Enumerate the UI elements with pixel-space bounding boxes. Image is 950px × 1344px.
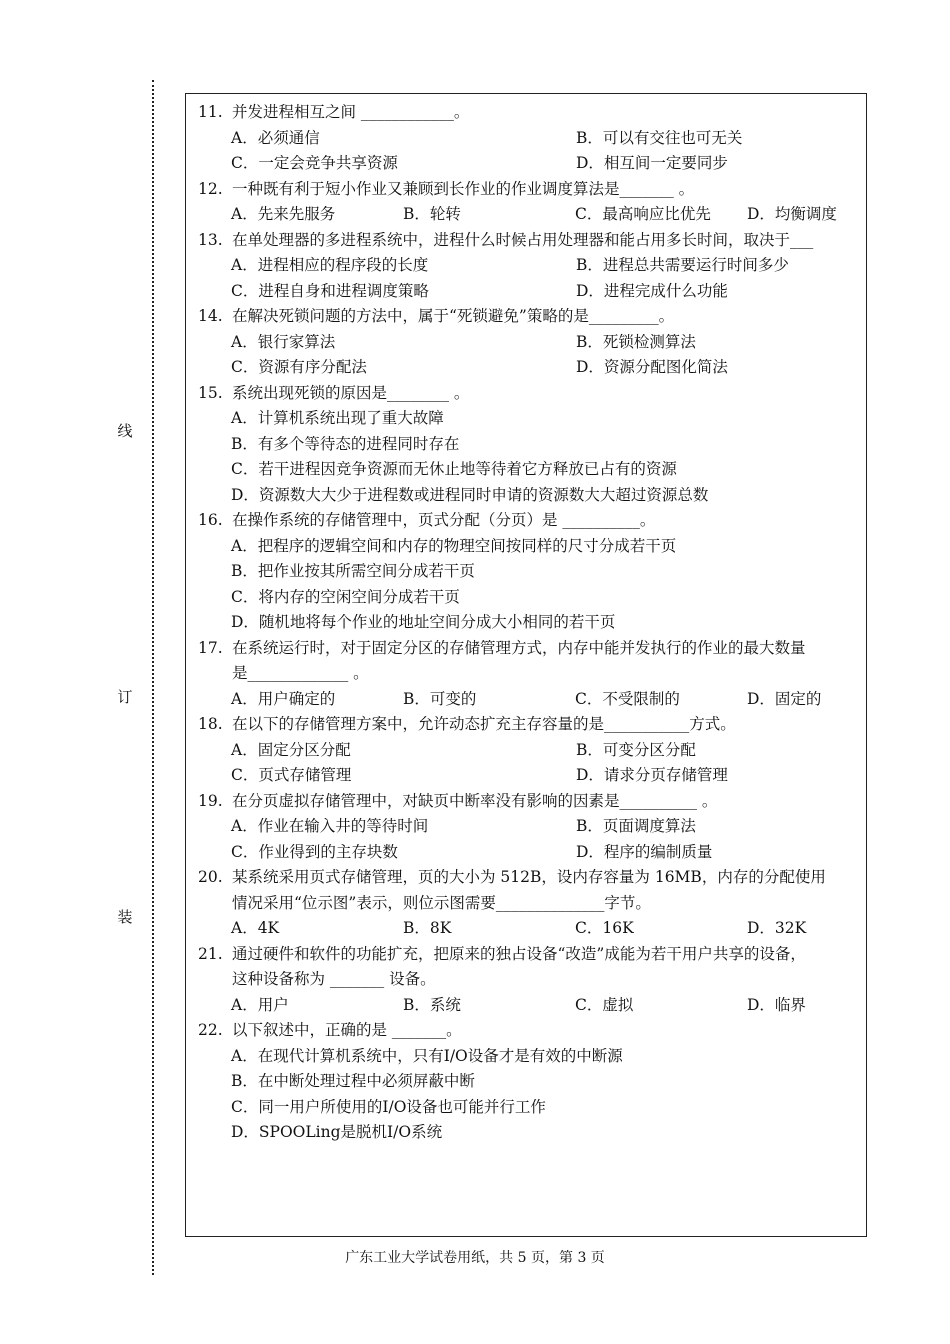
- option-d: D．随机地将每个作业的地址空间分成大小相同的若干页: [231, 613, 616, 631]
- option-row: [198, 840, 863, 866]
- option-a: A．作业在输入井的等待时间: [231, 817, 429, 835]
- question-stem: 并发进程相互之间 ____________。: [232, 103, 470, 121]
- option-b: B．可变的: [403, 689, 477, 708]
- question-13: [198, 228, 863, 305]
- question-number: 21.: [198, 944, 223, 963]
- option-row: [198, 585, 863, 611]
- option-d: D．32K: [747, 919, 807, 937]
- option-a: A．固定分区分配: [231, 740, 351, 759]
- option-d: D．固定的: [747, 689, 822, 708]
- option-c: C．同一用户所使用的I/O设备也可能并行工作: [231, 1097, 546, 1116]
- option-b: B．有多个等待态的进程同时存在: [231, 434, 460, 453]
- option-a: A．银行家算法: [231, 332, 336, 351]
- question-12: [198, 177, 863, 228]
- option-d: D．资源分配图化简法: [576, 358, 728, 376]
- question-stem: 在系统运行时，对于固定分区的存储管理方式，内存中能并发执行的作业的最大数量: [232, 638, 806, 657]
- option-row: [198, 432, 863, 458]
- question-stem: 这种设备称为 _______ 设备。: [232, 970, 436, 988]
- option-row: [198, 202, 863, 228]
- page-footer: 广东工业大学试卷用纸，共 5 页，第 3 页: [345, 1250, 605, 1266]
- margin-char-zhuang: 装: [117, 908, 133, 926]
- question-19: [198, 789, 863, 866]
- option-row: [198, 1069, 863, 1095]
- option-row: [198, 279, 863, 305]
- option-row: [198, 330, 863, 356]
- question-stem: 在单处理器的多进程系统中，进程什么时候占用处理器和能占用多长时间，取决于___: [232, 230, 814, 249]
- question-number: 16.: [198, 511, 223, 529]
- option-b: B．页面调度算法: [576, 817, 696, 835]
- option-c: C．将内存的空闲空间分成若干页: [231, 587, 460, 606]
- question-stem: 一种既有利于短小作业又兼顾到长作业的作业调度算法是_______ 。: [232, 179, 695, 198]
- option-a: A．先来先服务: [231, 205, 336, 223]
- option-c: C．虚拟: [575, 995, 634, 1014]
- question-number: 11.: [198, 103, 223, 121]
- option-row: [198, 1044, 863, 1070]
- option-row: [198, 1095, 863, 1121]
- option-a: A．4K: [231, 919, 280, 937]
- option-row: [198, 406, 863, 432]
- option-a: A．进程相应的程序段的长度: [231, 256, 429, 274]
- option-c: C．进程自身和进程调度策略: [231, 281, 429, 300]
- option-d: D．相互间一定要同步: [576, 154, 728, 172]
- option-row: [198, 483, 863, 509]
- question-17: [198, 636, 863, 713]
- option-c: C．页式存储管理: [231, 766, 352, 784]
- question-number: 15.: [198, 383, 223, 402]
- option-a: A．用户确定的: [231, 689, 336, 708]
- question-stem: 在以下的存储管理方案中，允许动态扩充主存容量的是___________方式。: [232, 715, 736, 733]
- option-d: D．SPOOLing是脱机I/O系统: [231, 1123, 443, 1141]
- question-number: 14.: [198, 307, 223, 325]
- option-c: C．一定会竞争共享资源: [231, 154, 398, 172]
- question-14: [198, 304, 863, 381]
- question-22: [198, 1018, 863, 1146]
- option-row: [198, 534, 863, 560]
- option-d: D．均衡调度: [747, 205, 837, 223]
- question-number: 17.: [198, 638, 223, 657]
- option-c: C．16K: [575, 919, 634, 937]
- option-d: D．临界: [747, 995, 806, 1014]
- question-number: 19.: [198, 791, 223, 810]
- option-b: B．可以有交往也可无关: [576, 128, 743, 147]
- option-b: B．轮转: [403, 205, 461, 223]
- question-stem: 某系统采用页式存储管理，页的大小为 512B，设内存容量为 16MB，内存的分配使用: [232, 868, 826, 886]
- question-stem: 是_____________ 。: [232, 664, 369, 682]
- question-number: 18.: [198, 715, 223, 733]
- option-b: B．系统: [403, 995, 461, 1014]
- option-row: [198, 559, 863, 585]
- question-stem: 在解决死锁问题的方法中，属于“死锁避免”策略的是_________。: [232, 307, 675, 325]
- option-c: C．资源有序分配法: [231, 358, 367, 376]
- option-c: C．最高响应比优先: [575, 205, 711, 223]
- option-a: A．在现代计算机系统中，只有I/O设备才是有效的中断源: [231, 1046, 623, 1065]
- question-stem: 在操作系统的存储管理中，页式分配（分页）是 __________。: [232, 511, 656, 529]
- question-11: [198, 100, 863, 177]
- option-a: A．用户: [231, 995, 289, 1014]
- question-stem: 在分页虚拟存储管理中，对缺页中断率没有影响的因素是__________ 。: [232, 791, 718, 810]
- option-row: [198, 993, 863, 1019]
- option-row: [198, 126, 863, 152]
- question-stem: 以下叙述中，正确的是 _______。: [232, 1021, 462, 1039]
- question-18: [198, 712, 863, 789]
- option-a: A．把程序的逻辑空间和内存的物理空间按同样的尺寸分成若干页: [231, 536, 677, 555]
- option-b: B．在中断处理过程中必须屏蔽中断: [231, 1072, 475, 1090]
- option-b: B．进程总共需要运行时间多少: [576, 256, 789, 274]
- question-number: 20.: [198, 868, 223, 886]
- option-row: [198, 814, 863, 840]
- question-number: 22.: [198, 1021, 223, 1039]
- option-row: [198, 738, 863, 764]
- option-d: D．程序的编制质量: [576, 842, 713, 861]
- option-c: C．若干进程因竞争资源而无休止地等待着它方释放已占有的资源: [231, 460, 677, 478]
- option-b: B．把作业按其所需空间分成若干页: [231, 562, 475, 580]
- option-row: [198, 687, 863, 713]
- option-row: [198, 916, 863, 942]
- option-c: C．作业得到的主存块数: [231, 842, 398, 861]
- option-row: [198, 355, 863, 381]
- margin-char-line: 线: [117, 422, 133, 440]
- option-d: D．资源数大大少于进程数或进程同时申请的资源数大大超过资源总数: [231, 485, 709, 504]
- question-stem: 通过硬件和软件的功能扩充，把原来的独占设备“改造”成能为若干用户共享的设备，: [232, 944, 806, 963]
- question-stem: 系统出现死锁的原因是________ 。: [232, 383, 470, 402]
- option-row: [198, 763, 863, 789]
- question-stem: 情况采用“位示图”表示，则位示图需要______________字节。: [232, 893, 651, 912]
- option-a: A．必须通信: [231, 128, 320, 147]
- option-b: B．死锁检测算法: [576, 332, 696, 351]
- option-row: [198, 253, 863, 279]
- question-number: 13.: [198, 230, 223, 249]
- option-row: [198, 457, 863, 483]
- margin-char-ding: 订: [117, 688, 133, 706]
- option-b: B．可变分区分配: [576, 740, 696, 759]
- question-16: [198, 508, 863, 636]
- option-b: B．8K: [403, 919, 452, 937]
- question-20: [198, 865, 863, 942]
- option-c: C．不受限制的: [575, 689, 680, 708]
- question-15: [198, 381, 863, 509]
- question-21: [198, 942, 863, 1019]
- question-number: 12.: [198, 179, 223, 198]
- question-list: [198, 100, 863, 1146]
- option-d: D．进程完成什么功能: [576, 281, 728, 300]
- option-row: [198, 610, 863, 636]
- option-row: [198, 1120, 863, 1146]
- binding-dotted-line: [152, 80, 154, 1275]
- option-d: D．请求分页存储管理: [576, 766, 728, 784]
- option-row: [198, 151, 863, 177]
- option-a: A．计算机系统出现了重大故障: [231, 409, 444, 427]
